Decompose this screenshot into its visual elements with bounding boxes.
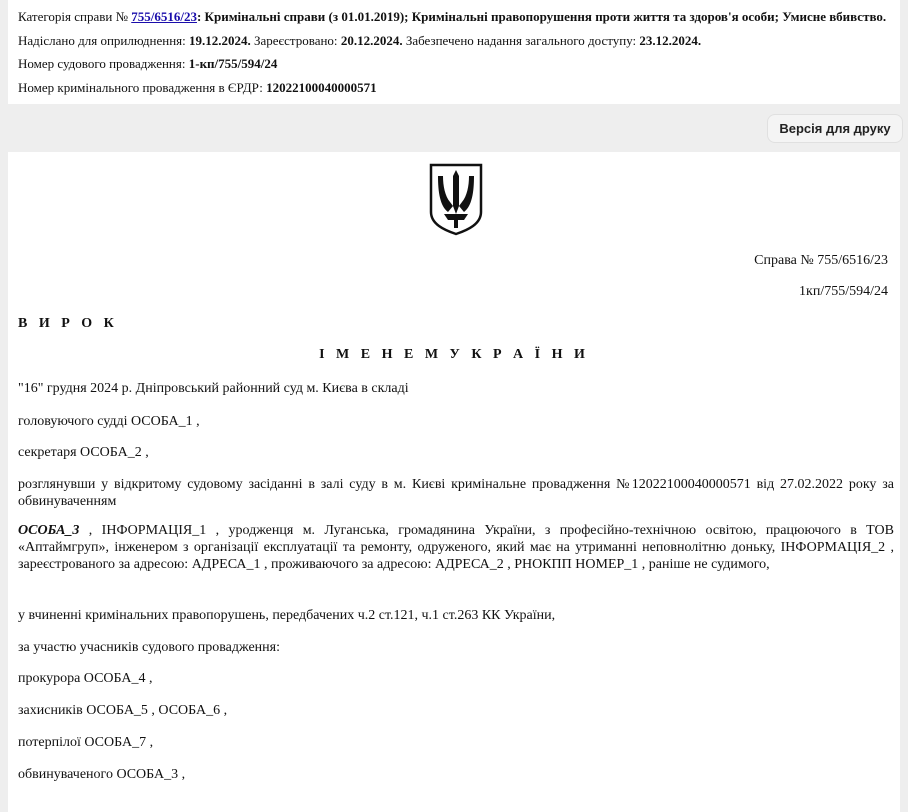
in-the-name-heading: І М Е Н Е М У К Р А Ї Н И [319,347,589,362]
proceeding-line [18,52,890,76]
erdr-line [18,76,890,100]
category-line [18,5,890,29]
paragraph-defenders: захисників ОСОБА_5 , ОСОБА_6 , [18,703,228,718]
coat-of-arms-icon [428,162,484,236]
case-info-panel [8,0,900,104]
paragraph-participants: за участю учасників судового провадження: [18,640,280,655]
paragraph-accused [18,522,894,573]
registered-label: Зареєстровано: [254,32,338,48]
proceeding-number: 1-кп/755/594/24 [188,56,278,71]
paragraph-offenses: у вчиненні кримінальних правопорушень, передбачених ч.2 ст.121, ч.1 ст.263 КК України, [18,608,556,623]
category-value: : Кримінальні справи (з 01.01.2019); Кримінальні правопорушення проти життя та здоров'я особи; Умисне вбивство. [196,9,887,24]
access-date: 23.12.2024. [639,32,702,48]
access-label: Забезпечено надання загального доступу: [405,32,637,48]
proceeding-reference: 1кп/755/594/24 [799,284,888,299]
erdr-number: 12022100040000571 [266,79,377,95]
paragraph-victim: потерпілої ОСОБА_7 , [18,735,154,750]
case-reference: Справа № 755/6516/23 [754,253,888,268]
proceeding-label: Номер судового провадження: [18,56,186,71]
case-number-link[interactable]: 755/6516/23 [131,9,197,24]
paragraph-secretary: секретаря ОСОБА_2 , [18,445,149,460]
paragraph-court: "16" грудня 2024 р. Дніпровський районний суд м. Києва в складі [18,381,409,396]
paragraph-prosecutor: прокурора ОСОБА_4 , [18,671,153,686]
category-label: Категорія справи № [18,9,128,24]
paragraph-considered: розглянувши у відкритому судовому засіданні в залі суду в м. Києві кримінальне провадження №12022100040000571 від 27.02.2022 року за обвинуваченням [18,477,894,509]
sent-label: Надіслано для оприлюднення: [18,32,186,48]
paragraph-accused-party: обвинуваченого ОСОБА_3 , [18,767,186,782]
sent-date: 19.12.2024. [189,32,251,48]
document-body [8,152,900,812]
erdr-label: Номер кримінального провадження в ЄРДР: [18,79,263,95]
paragraph-judge: головуючого судді ОСОБА_1 , [18,414,200,429]
accused-details: , ІНФОРМАЦІЯ_1 , уродженця м. Луганська, громадянина України, з професійно-технічною освітою, працюючого в ТОВ «Аптаймгруп», інженером з організації експлуатації та ремонту, одруженого, який має на утриманні неповнолітню доньку, ІНФОРМАЦІЯ_2 , зареєстрованого за адресою: АДРЕСА_1 , проживаючого за адресою: АДРЕСА_2 , РНОКПП НОМЕР_1 , раніше не судимого, [18,523,894,572]
dates-line [18,29,890,53]
print-version-button[interactable]: Версія для друку [767,114,903,143]
registered-date: 20.12.2024. [340,32,403,48]
accused-name: ОСОБА_3 [18,523,80,538]
verdict-heading: В И Р О К [18,316,118,331]
